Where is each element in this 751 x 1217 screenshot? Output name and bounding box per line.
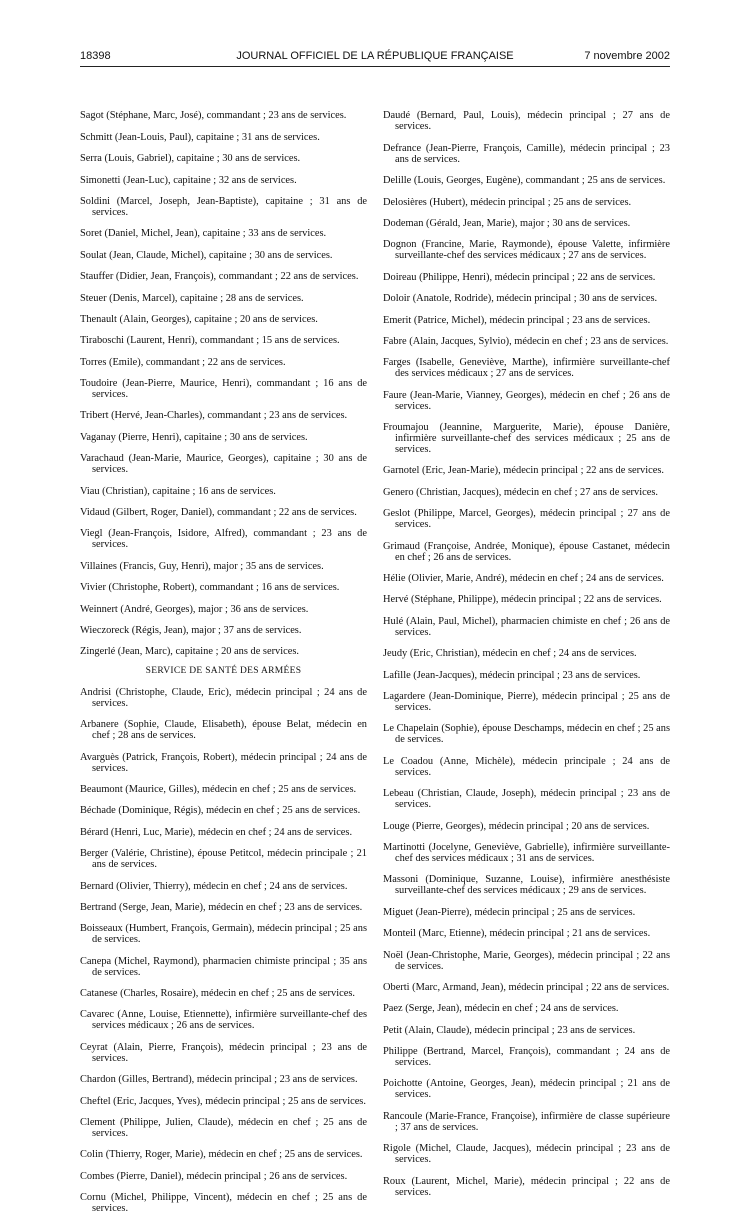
list-item: Tiraboschi (Laurent, Henri), commandant ; 15 ans de services.: [80, 335, 340, 347]
list-item: Petit (Alain, Claude), médecin principal ; 23 ans de services.: [383, 1024, 636, 1036]
list-item: Le Chapelain (Sophie), épouse Deschamps, médecin en chef ; 25 ans de services.: [383, 723, 670, 746]
list-item: Bertrand (Serge, Jean, Marie), médecin en chef ; 23 ans de services.: [80, 901, 363, 913]
list-item: Vivier (Christophe, Robert), commandant ; 16 ans de services.: [80, 582, 340, 594]
list-item: Canepa (Michel, Raymond), pharmacien chimiste principal ; 35 ans de services.: [80, 955, 367, 978]
list-item: Roux (Laurent, Michel, Marie), médecin principal ; 22 ans de services.: [383, 1175, 670, 1198]
list-item: Geslot (Philippe, Marcel, Georges), médecin principal ; 27 ans de services.: [383, 508, 670, 531]
list-item: Rancoule (Marie-France, Françoise), infirmière de classe supérieure ; 37 ans de services.: [383, 1110, 670, 1133]
list-item: Weinnert (André, Georges), major ; 36 ans de services.: [80, 603, 309, 615]
right-column: [383, 100, 670, 1200]
list-item: Dodeman (Gérald, Jean, Marie), major ; 30 ans de services.: [383, 217, 631, 229]
list-item: Steuer (Denis, Marcel), capitaine ; 28 ans de services.: [80, 292, 304, 304]
list-item: Simonetti (Jean-Luc), capitaine ; 32 ans de services.: [80, 174, 297, 186]
list-item: Delille (Louis, Georges, Eugène), commandant ; 25 ans de services.: [383, 175, 666, 187]
list-item: Sagot (Stéphane, Marc, José), commandant ; 23 ans de services.: [80, 110, 347, 122]
list-item: Thenault (Alain, Georges), capitaine ; 20 ans de services.: [80, 313, 318, 325]
page-number: 18398: [80, 50, 111, 62]
list-item: Bérard (Henri, Luc, Marie), médecin en chef ; 24 ans de services.: [80, 826, 353, 838]
page-header: [80, 50, 670, 66]
list-item: Boisseaux (Humbert, François, Germain), médecin principal ; 25 ans de services.: [80, 923, 367, 946]
list-item: Noël (Jean-Christophe, Marie, Georges), médecin principal ; 22 ans de services.: [383, 949, 670, 972]
list-item: Farges (Isabelle, Geneviève, Marthe), infirmière surveillante-chef des services médicaux ; 27 ans de services.: [383, 357, 670, 380]
list-item: Delosières (Hubert), médecin principal ; 25 ans de services.: [383, 196, 632, 208]
list-item: Ceyrat (Alain, Pierre, François), médecin principal ; 23 ans de services.: [80, 1041, 367, 1064]
list-item: Catanese (Charles, Rosaire), médecin en chef ; 25 ans de services.: [80, 988, 355, 1000]
list-item: Philippe (Bertrand, Marcel, François), commandant ; 24 ans de services.: [383, 1046, 670, 1069]
list-item: Viegl (Jean-François, Isidore, Alfred), commandant ; 23 ans de services.: [80, 528, 367, 551]
list-item: Fabre (Alain, Jacques, Sylvio), médecin en chef ; 23 ans de services.: [383, 335, 669, 347]
list-item: Emerit (Patrice, Michel), médecin principal ; 23 ans de services.: [383, 314, 651, 326]
list-item: Soldini (Marcel, Joseph, Jean-Baptiste), capitaine ; 31 ans de services.: [80, 195, 367, 218]
list-item: Miguet (Jean-Pierre), médecin principal ; 25 ans de services.: [383, 906, 636, 918]
list-item: Colin (Thierry, Roger, Marie), médecin en chef ; 25 ans de services.: [80, 1149, 363, 1161]
list-item: Froumajou (Jeannine, Marguerite, Marie), épouse Danière, infirmière surveillante-chef des services médicaux ; 25 ans de services.: [383, 422, 670, 456]
list-item: Hervé (Stéphane, Philippe), médecin principal ; 22 ans de services.: [383, 594, 662, 606]
list-item: Cheftel (Eric, Jacques, Yves), médecin principal ; 25 ans de services.: [80, 1095, 366, 1107]
list-item: Avarguès (Patrick, François, Robert), médecin principal ; 24 ans de services.: [80, 751, 367, 774]
header-rule: [80, 66, 670, 67]
list-item: Schmitt (Jean-Louis, Paul), capitaine ; 31 ans de services.: [80, 131, 320, 143]
list-item: Toudoire (Jean-Pierre, Maurice, Henri), commandant ; 16 ans de services.: [80, 378, 367, 401]
list-item: Vidaud (Gilbert, Roger, Daniel), commandant ; 22 ans de services.: [80, 507, 357, 519]
list-item: Villaines (Francis, Guy, Henri), major ; 35 ans de services.: [80, 560, 324, 572]
list-item: Oberti (Marc, Armand, Jean), médecin principal ; 22 ans de services.: [383, 981, 670, 993]
list-item: Doloir (Anatole, Rodride), médecin principal ; 30 ans de services.: [383, 293, 658, 305]
list-item: Serra (Louis, Gabriel), capitaine ; 30 ans de services.: [80, 153, 301, 165]
list-item: Defrance (Jean-Pierre, François, Camille), médecin principal ; 23 ans de services.: [383, 142, 670, 165]
list-item: Poichotte (Antoine, Georges, Jean), médecin principal ; 21 ans de services.: [383, 1078, 670, 1101]
list-item: Cavarec (Anne, Louise, Etiennette), infirmière surveillante-chef des services médicaux ; 26 ans de services.: [80, 1009, 367, 1032]
list-item: Le Coadou (Anne, Michèle), médecin principale ; 24 ans de services.: [383, 755, 670, 778]
list-item: Béchade (Dominique, Régis), médecin en chef ; 25 ans de services.: [80, 805, 361, 817]
list-item: Massoni (Dominique, Suzanne, Louise), infirmière anesthésiste surveillante-chef des services médicaux ; 29 ans de services.: [383, 874, 670, 897]
list-item: Wieczoreck (Régis, Jean), major ; 37 ans de services.: [80, 624, 302, 636]
issue-date: 7 novembre 2002: [584, 50, 670, 62]
list-item: Andrisi (Christophe, Claude, Eric), médecin principal ; 24 ans de services.: [80, 686, 367, 709]
list-item: Varachaud (Jean-Marie, Maurice, Georges), capitaine ; 30 ans de services.: [80, 453, 367, 476]
right-entries: [383, 110, 670, 1197]
list-item: Cornu (Michel, Philippe, Vincent), médecin en chef ; 25 ans de services.: [80, 1192, 367, 1215]
list-item: Lebeau (Christian, Claude, Joseph), médecin principal ; 23 ans de services.: [383, 788, 670, 811]
list-item: Lafille (Jean-Jacques), médecin principal ; 23 ans de services.: [383, 669, 641, 681]
list-item: Lagardere (Jean-Dominique, Pierre), médecin principal ; 25 ans de services.: [383, 690, 670, 713]
list-item: Daudé (Bernard, Paul, Louis), médecin principal ; 27 ans de services.: [383, 110, 670, 133]
left-column: [80, 100, 367, 1217]
list-item: Louge (Pierre, Georges), médecin principal ; 20 ans de services.: [383, 820, 650, 832]
list-item: Bernard (Olivier, Thierry), médecin en chef ; 24 ans de services.: [80, 880, 348, 892]
list-item: Hulé (Alain, Paul, Michel), pharmacien chimiste en chef ; 26 ans de services.: [383, 615, 670, 638]
list-item: Vaganay (Pierre, Henri), capitaine ; 30 ans de services.: [80, 431, 308, 443]
list-item: Rigole (Michel, Claude, Jacques), médecin principal ; 23 ans de services.: [383, 1143, 670, 1166]
list-item: Soulat (Jean, Claude, Michel), capitaine ; 30 ans de services.: [80, 249, 333, 261]
list-item: Soret (Daniel, Michel, Jean), capitaine ; 33 ans de services.: [80, 228, 327, 240]
list-item: Arbanere (Sophie, Claude, Elisabeth), épouse Belat, médecin en chef ; 28 ans de services.: [80, 719, 367, 742]
list-item: Combes (Pierre, Daniel), médecin principal ; 26 ans de services.: [80, 1170, 348, 1182]
list-item: Doireau (Philippe, Henri), médecin principal ; 22 ans de services.: [383, 271, 656, 283]
list-item: Faure (Jean-Marie, Vianney, Georges), médecin en chef ; 26 ans de services.: [383, 389, 670, 412]
list-item: Grimaud (Françoise, Andrée, Monique), épouse Castanet, médecin en chef ; 26 ans de services.: [383, 540, 670, 563]
list-item: Martinotti (Jocelyne, Geneviève, Gabrielle), infirmière surveillante-chef des services médicaux ; 31 ans de services.: [383, 841, 670, 864]
list-item: Berger (Valérie, Christine), épouse Petitcol, médecin principale ; 21 ans de services.: [80, 848, 367, 871]
list-item: Monteil (Marc, Etienne), médecin principal ; 21 ans de services.: [383, 928, 651, 940]
list-item: Chardon (Gilles, Bertrand), médecin principal ; 23 ans de services.: [80, 1074, 358, 1086]
list-item: Torres (Emile), commandant ; 22 ans de services.: [80, 356, 286, 368]
list-item: Stauffer (Didier, Jean, François), commandant ; 22 ans de services.: [80, 271, 359, 283]
list-item: Garnotel (Eric, Jean-Marie), médecin principal ; 22 ans de services.: [383, 465, 665, 477]
section-title: SERVICE DE SANTÉ DES ARMÉES: [145, 666, 302, 677]
left-entries-health-service: [80, 687, 367, 1214]
list-item: Dognon (Francine, Marie, Raymonde), épouse Valette, infirmière surveillante-chef des services médicaux ; 27 ans de services.: [383, 239, 670, 262]
list-item: Tribert (Hervé, Jean-Charles), commandant ; 23 ans de services.: [80, 410, 348, 422]
left-entries-military: [80, 110, 367, 657]
journal-title: JOURNAL OFFICIEL DE LA RÉPUBLIQUE FRANÇAISE: [236, 50, 514, 62]
list-item: Zingerlé (Jean, Marc), capitaine ; 20 ans de services.: [80, 646, 299, 658]
list-item: Viau (Christian), capitaine ; 16 ans de services.: [80, 485, 276, 497]
list-item: Clement (Philippe, Julien, Claude), médecin en chef ; 25 ans de services.: [80, 1117, 367, 1140]
list-item: Jeudy (Eric, Christian), médecin en chef ; 24 ans de services.: [383, 648, 637, 660]
list-item: Paez (Serge, Jean), médecin en chef ; 24 ans de services.: [383, 1003, 619, 1015]
list-item: Genero (Christian, Jacques), médecin en chef ; 27 ans de services.: [383, 486, 658, 498]
list-item: Hélie (Olivier, Marie, André), médecin en chef ; 24 ans de services.: [383, 573, 664, 585]
list-item: Beaumont (Maurice, Gilles), médecin en chef ; 25 ans de services.: [80, 783, 357, 795]
